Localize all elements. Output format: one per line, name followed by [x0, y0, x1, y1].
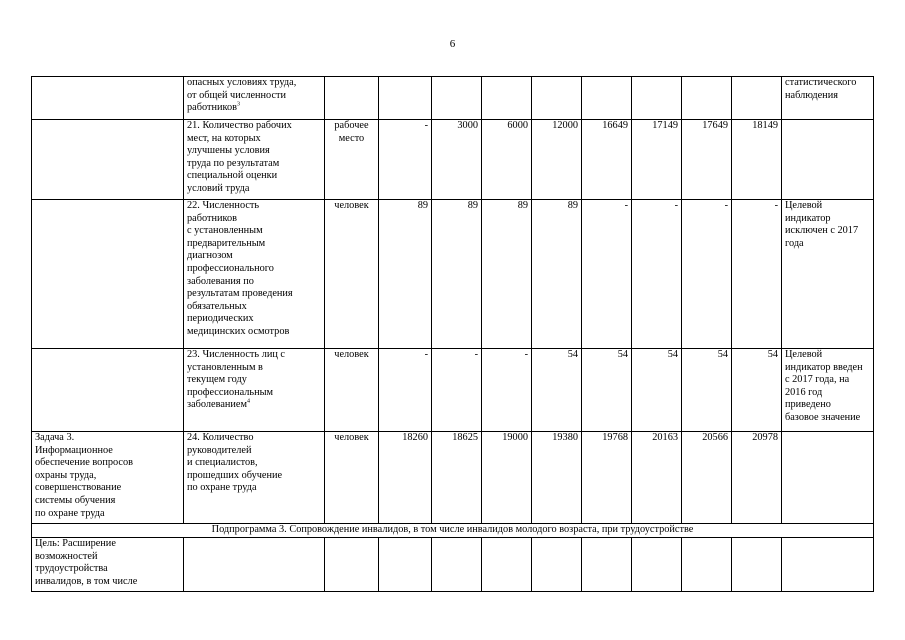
value-cell: 18625 — [432, 432, 482, 524]
value-cell: 18149 — [732, 120, 782, 200]
note-cell — [782, 538, 874, 592]
value-cell — [582, 538, 632, 592]
value-cell — [482, 538, 532, 592]
value-cell: 89 — [432, 200, 482, 349]
subprogram-row — [32, 524, 874, 538]
footnote-marker: 4 — [247, 398, 251, 405]
value-cell — [682, 77, 732, 120]
value-cell: 20163 — [632, 432, 682, 524]
table-body — [32, 77, 874, 592]
page-number: 6 — [449, 38, 456, 50]
unit-cell: человек — [325, 200, 379, 349]
footnote-marker: 3 — [236, 101, 240, 108]
unit-cell: человек — [325, 432, 379, 524]
task-cell: Задача 3. Информационное обеспечение вопросов охраны труда, совершенствование системы обучения по охране труда — [32, 432, 184, 524]
value-cell: 19000 — [482, 432, 532, 524]
value-cell — [432, 538, 482, 592]
task-cell — [32, 77, 184, 120]
value-cell — [532, 538, 582, 592]
unit-cell: человек — [325, 349, 379, 432]
value-cell: - — [732, 200, 782, 349]
value-cell: - — [582, 200, 632, 349]
unit-cell — [325, 538, 379, 592]
value-cell — [682, 538, 732, 592]
task-cell — [32, 200, 184, 349]
indicators-table — [31, 76, 874, 592]
value-cell: - — [682, 200, 732, 349]
table-row — [32, 120, 874, 200]
unit-cell — [325, 77, 379, 120]
task-cell — [32, 349, 184, 432]
indicator-cell — [184, 538, 325, 592]
value-cell: 89 — [532, 200, 582, 349]
value-cell: 54 — [582, 349, 632, 432]
value-cell: 54 — [682, 349, 732, 432]
value-cell — [732, 77, 782, 120]
note-cell — [782, 432, 874, 524]
value-cell: 17149 — [632, 120, 682, 200]
value-cell: 12000 — [532, 120, 582, 200]
value-cell — [532, 77, 582, 120]
indicator-cell: 24. Количество руководителей и специалистов, прошедших обучение по охране труда — [184, 432, 325, 524]
value-cell: 6000 — [482, 120, 532, 200]
value-cell: 18260 — [379, 432, 432, 524]
value-cell: 3000 — [432, 120, 482, 200]
value-cell: 19768 — [582, 432, 632, 524]
value-cell — [379, 77, 432, 120]
value-cell: 20978 — [732, 432, 782, 524]
indicator-cell: 23. Численность лиц с установленным в текущем году профессиональным заболеванием$^4$ — [184, 349, 325, 432]
value-cell: 19380 — [532, 432, 582, 524]
value-cell: 16649 — [582, 120, 632, 200]
value-cell: - — [379, 349, 432, 432]
task-cell — [32, 120, 184, 200]
value-cell — [432, 77, 482, 120]
note-cell: статистического наблюдения — [782, 77, 874, 120]
value-cell — [482, 77, 532, 120]
table-row — [32, 538, 874, 592]
indicator-cell: 22. Численность работников с установленным предварительным диагнозом профессионального заболевания по результатам проведения обязательных периодических медицинских осмотров — [184, 200, 325, 349]
table-row — [32, 349, 874, 432]
value-cell — [582, 77, 632, 120]
value-cell: 89 — [379, 200, 432, 349]
value-cell: 54 — [732, 349, 782, 432]
value-cell: - — [482, 349, 532, 432]
value-cell — [379, 538, 432, 592]
subprogram-title: Подпрограмма 3. Сопровождение инвалидов, в том числе инвалидов молодого возраста, при трудоустройстве — [32, 524, 874, 538]
value-cell: 17649 — [682, 120, 732, 200]
note-cell: Целевой индикатор исключен с 2017 года — [782, 200, 874, 349]
note-cell — [782, 120, 874, 200]
table-row — [32, 200, 874, 349]
value-cell: 20566 — [682, 432, 732, 524]
indicator-cell: опасных условиях труда, от общей численности работников$^3$ — [184, 77, 325, 120]
value-cell: 54 — [532, 349, 582, 432]
note-cell: Целевой индикатор введен с 2017 года, на 2016 год приведено базовое значение — [782, 349, 874, 432]
value-cell: - — [379, 120, 432, 200]
value-cell — [632, 77, 682, 120]
value-cell — [732, 538, 782, 592]
value-cell: 54 — [632, 349, 682, 432]
value-cell — [632, 538, 682, 592]
value-cell: - — [632, 200, 682, 349]
value-cell: - — [432, 349, 482, 432]
value-cell: 89 — [482, 200, 532, 349]
indicator-cell: 21. Количество рабочих мест, на которых улучшены условия труда по результатам специальной оценки условий труда — [184, 120, 325, 200]
table-row — [32, 77, 874, 120]
task-cell: Цель: Расширение возможностей трудоустройства инвалидов, в том числе — [32, 538, 184, 592]
table-row — [32, 432, 874, 524]
unit-cell: рабочее место — [325, 120, 379, 200]
